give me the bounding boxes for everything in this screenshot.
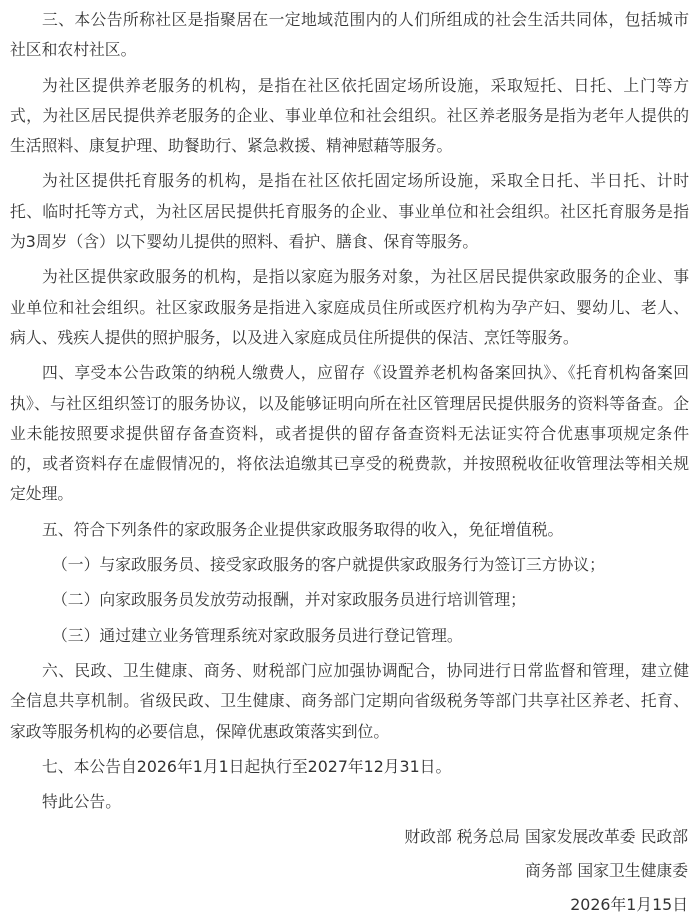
paragraph-community-definition: 三、本公告所称社区是指聚居在一定地域范围内的人们所组成的社会生活共同体，包括城市社区和农村社区。 [10,10,689,60]
paragraph-elderly-care: 为社区提供养老服务的机构，是指在社区依托固定场所设施，采取短托、日托、上门等方式，为社区居民提供养老服务的企业、事业单位和社会组织。社区养老服务是指为老年人提供的生活照料、康复护理、助餐助行、紧急救援、精神慰藉等服务。 [10,75,689,156]
paragraph-record-keeping: 四、享受本公告政策的纳税人缴费人，应留存《设置养老机构备案回执》、《托育机构备案回执》、与社区组织签订的服务协议，以及能够证明向所在社区管理居民提供服务的资料等备查。企业未能按照要求提供留存备查资料，或者提供的留存备查资料无法证实符合优惠事项规定条件的，或者资料存在虚假情况的，将依法追缴其已享受的税费款，并按照税收征收管理法等相关规定处理。 [10,363,689,504]
paragraph-effective-date: 七、本公告自2026年1月1日起执行至2027年12月31日。 [42,756,452,776]
signature-issuers-line2: 商务部 国家卫生健康委 [525,861,688,881]
condition-item-2: （二）向家政服务员发放劳动报酬，并对家政服务员进行培训管理； [52,590,526,610]
paragraph-vat-exemption: 五、符合下列条件的家政服务企业提供家政服务取得的收入，免征增值税。 [42,519,564,539]
condition-item-1: （一）与家政服务员、接受家政服务的客户就提供家政服务行为签订三方协议； [52,555,605,575]
paragraph-housekeeping: 为社区提供家政服务的机构，是指以家庭为服务对象，为社区居民提供家政服务的企业、事业单位和社会组织。社区家政服务是指进入家庭成员住所或医疗机构为孕产妇、婴幼儿、老人、病人、残疾人提供的照护服务，以及进入家庭成员住所提供的保洁、烹饪等服务。 [10,267,689,347]
paragraph-childcare: 为社区提供托育服务的机构，是指在社区依托固定场所设施，采取全日托、半日托、计时托、临时托等方式，为社区居民提供托育服务的企业、事业单位和社会组织。社区托育服务是指为3周岁（含）以下婴幼儿提供的照料、看护、膳食、保育等服务。 [10,171,689,252]
signature-issuers-line1: 财政部 税务总局 国家发展改革委 民政部 [404,827,688,847]
signature-date: 2026年1月15日 [570,895,688,915]
paragraph-notice: 特此公告。 [42,792,121,812]
condition-item-3: （三）通过建立业务管理系统对家政服务员进行登记管理。 [52,625,463,645]
paragraph-coordination: 六、民政、卫生健康、商务、财税部门应加强协调配合，协同进行日常监督和管理，建立健全信息共享机制。省级民政、卫生健康、商务部门定期向省级税务等部门共享社区养老、托育、家政等服务机构的必要信息，保障优惠政策落实到位。 [10,660,689,741]
